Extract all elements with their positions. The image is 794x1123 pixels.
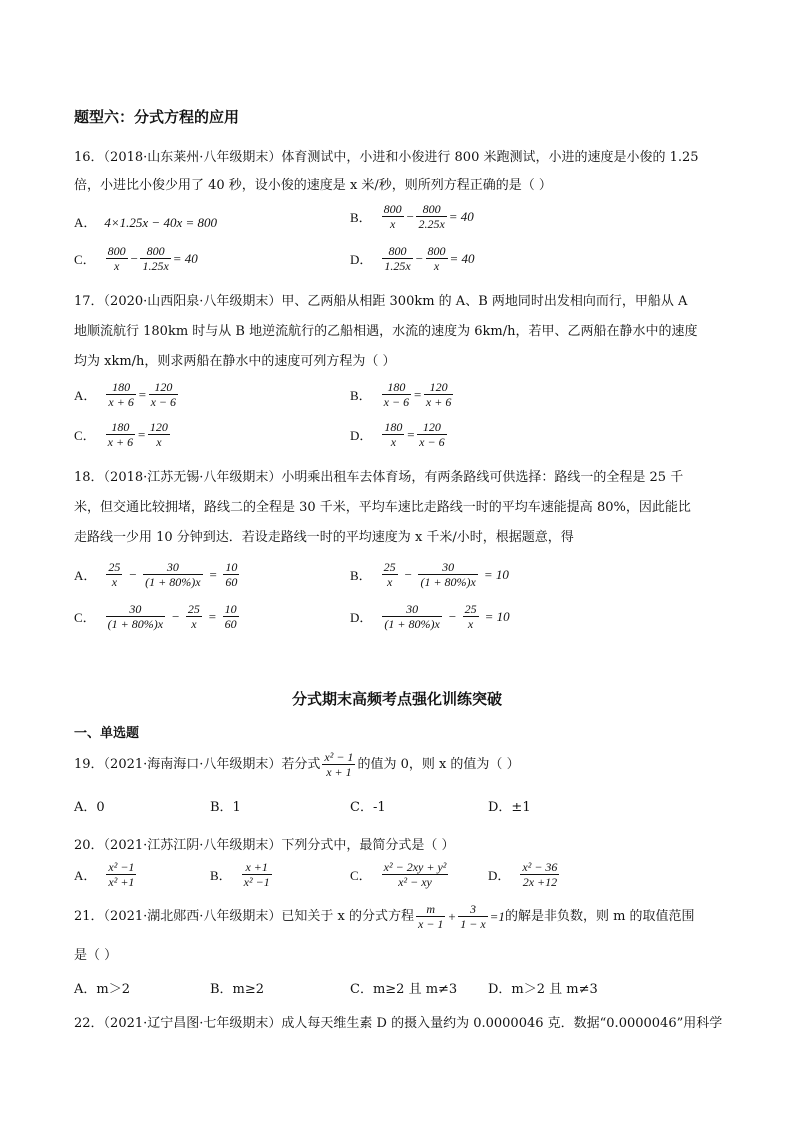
fraction: $\frac{30}{(1 + 80\%)x}$ — [384, 602, 440, 631]
q20-option-a: A． $\frac{\text{x² −1}}{\text{x² +1}}$ — [74, 860, 135, 889]
fraction: $\frac{30}{(1 + 80\%)x}$ — [107, 602, 164, 631]
fraction: $\frac{\text{x² − 1}}{x + 1}$ — [324, 750, 354, 779]
q18-option-a: A． $\frac{25}{x}$ − $\frac{30}{(1 + 80\%)x}$ = $\frac{10}{60}$ — [74, 560, 238, 589]
q21-option-b: B．m≥2 — [210, 982, 265, 997]
q16-option-b: B． $\frac{800}{x}$ − $\frac{800}{2.25x}$ = 40 — [350, 202, 474, 231]
q19-option-d: D．±1 — [488, 800, 531, 815]
q17-option-c: C． $\frac{180}{x + 6}$ = $\frac{120}{x}$ — [74, 420, 168, 449]
q18-option-d: D． $\frac{30}{(1 + 80\%)x}$ − $\frac{25}{x}$ = 10 — [350, 602, 510, 631]
q19-option-a: A．0 — [74, 800, 105, 815]
fraction: $\frac{\text{x² − 36}}{2x +12}$ — [522, 860, 558, 889]
fraction: $\frac{30}{(1 + 80\%)x}$ — [420, 560, 476, 589]
q16-stem-line2: 倍，小进比小俊少用了 40 秒，设小俊的速度是 x 米/秒，则所列方程正确的是（ ） — [74, 178, 552, 193]
fraction: $\frac{\text{x² − 2xy + y²}}{\text{x² − xy}}$ — [383, 860, 447, 889]
q21-option-a: A．m＞2 — [74, 982, 130, 997]
section-heading: 题型六：分式方程的应用 — [74, 108, 240, 126]
fraction: $\frac{180}{x}$ — [384, 420, 403, 449]
q17-option-a: A． $\frac{180}{x + 6}$ = $\frac{120}{x - 6}$ — [74, 380, 177, 409]
fraction: $\frac{10}{60}$ — [225, 560, 238, 589]
fraction: $\frac{800}{x}$ — [107, 244, 126, 273]
q19-stem: 19．（2021·海南海口·八年级期末）若分式 $\frac{\text{x² − 1}}{x + 1}$ 的值为 0，则 x 的值为（ ） — [74, 750, 520, 779]
q22-stem-line1: 22．（2021·辽宁昌图·七年级期末）成人每天维生素 D 的摄入量约为 0.0000046 克．数据“0.0000046”用科学 — [74, 1016, 723, 1031]
q20-stem: 20．（2021·江苏江阴·八年级期末）下列分式中，最简分式是（ ） — [74, 838, 455, 853]
q16-option-a: A． 4×1.25x − 40x = 800 — [74, 215, 217, 230]
q16-stem-line1: 16．（2018·山东莱州·八年级期末）体育测试中，小进和小俊进行 800 米跑测试，小进的速度是小俊的 1.25 — [74, 150, 699, 165]
fraction: $\frac{800}{1.25x}$ — [142, 244, 169, 273]
fraction: $\frac{x +1}{\text{x² −1}}$ — [243, 860, 270, 889]
q17-option-d: D． $\frac{180}{x}$ = $\frac{120}{x - 6}$ — [350, 420, 445, 449]
q16-option-c: C． $\frac{800}{x}$ − $\frac{800}{1.25x}$ = 40 — [74, 244, 198, 273]
fraction: $\frac{180}{x - 6}$ — [383, 380, 410, 409]
fraction: $\frac{120}{x - 6}$ — [419, 420, 445, 449]
fraction: $\frac{800}{x}$ — [383, 202, 402, 231]
fraction: $\frac{25}{x}$ — [187, 602, 200, 631]
q18-option-b: B． $\frac{25}{x}$ − $\frac{30}{(1 + 80\%)x}$ = 10 — [350, 560, 509, 589]
q20-option-d: D． $\frac{\text{x² − 36}}{2x +12}$ — [488, 860, 558, 889]
q17-stem-line1: 17．（2020·山西阳泉·八年级期末）甲、乙两船从相距 300km 的 A、B 两地同时出发相向而行，甲船从 A — [74, 294, 688, 309]
q20-option-c: C． $\frac{\text{x² − 2xy + y²}}{\text{x² − xy}}$ — [350, 860, 447, 889]
fraction: $\frac{180}{x + 6}$ — [108, 380, 134, 409]
fraction: $\frac{10}{60}$ — [224, 602, 237, 631]
q17-stem-line2: 地顺流航行 180km 时与从 B 地逆流航行的乙船相遇，水流的速度为 6km/h，若甲、乙两船在静水中的速度 — [74, 324, 698, 339]
q16-option-d: D． $\frac{800}{1.25x}$ − $\frac{800}{x}$ = 40 — [350, 244, 475, 273]
fraction: $\frac{25}{x}$ — [383, 560, 396, 589]
fraction: $\frac{180}{x + 6}$ — [107, 420, 134, 449]
fraction: $\frac{25}{x}$ — [464, 602, 477, 631]
fraction: $\frac{120}{x + 6}$ — [425, 380, 452, 409]
q18-stem-line2: 米，但交通比较拥堵，路线二的全程是 30 千米，平均车速比走路线一时的平均车速能提高 80%，因此能比 — [74, 500, 691, 515]
fraction: $\frac{120}{x}$ — [149, 420, 168, 449]
fraction: $\frac{m}{x - 1}$ — [418, 902, 444, 931]
part-title: 分式期末高频考点强化训练突破 — [291, 690, 502, 708]
fraction: $\frac{120}{x - 6}$ — [150, 380, 177, 409]
fraction: $\frac{800}{2.25x}$ — [418, 202, 445, 231]
fraction: $\frac{800}{x}$ — [427, 244, 446, 273]
q21-option-c: C．m≥2 且 m≠3 — [350, 982, 458, 997]
fraction: $\frac{30}{(1 + 80\%)x}$ — [145, 560, 201, 589]
q17-option-b: B． $\frac{180}{x - 6}$ = $\frac{120}{x + 6}$ — [350, 380, 452, 409]
q18-stem-line1: 18．（2018·江苏无锡·八年级期末）小明乘出租车去体育场，有两条路线可供选择：路线一的全程是 25 千 — [74, 470, 684, 485]
fraction: $\frac{3}{1 - x}$ — [460, 902, 486, 931]
section-subheading: 一、单选题 — [74, 726, 140, 741]
q20-option-b: B． $\frac{x +1}{\text{x² −1}}$ — [210, 860, 270, 889]
q18-stem-line3: 走路线一少用 10 分钟到达．若设走路线一时的平均速度为 x 千米/小时，根据题意，得 — [74, 530, 574, 545]
q21-option-d: D．m＞2 且 m≠3 — [488, 982, 598, 997]
q21-stem-line2: 是（ ） — [74, 948, 118, 963]
fraction: $\frac{25}{x}$ — [108, 560, 121, 589]
fraction: $\frac{800}{1.25x}$ — [384, 244, 411, 273]
q17-stem-line3: 均为 xkm/h，则求两船在静水中的速度可列方程为（ ） — [74, 354, 396, 369]
fraction: $\frac{\text{x² −1}}{\text{x² +1}}$ — [108, 860, 135, 889]
q18-option-c: C． $\frac{30}{(1 + 80\%)x}$ − $\frac{25}{x}$ = $\frac{10}{60}$ — [74, 602, 237, 631]
q21-stem: 21．（2021·湖北郧西·八年级期末）已知关于 x 的分式方程 $\frac{m}{x - 1}$ + $\frac{3}{1 - x}$ =1 的解是非负数，则 m 的取值范围 — [74, 902, 695, 931]
q19-option-b: B．1 — [210, 800, 241, 815]
q19-option-c: C．-1 — [350, 800, 386, 815]
